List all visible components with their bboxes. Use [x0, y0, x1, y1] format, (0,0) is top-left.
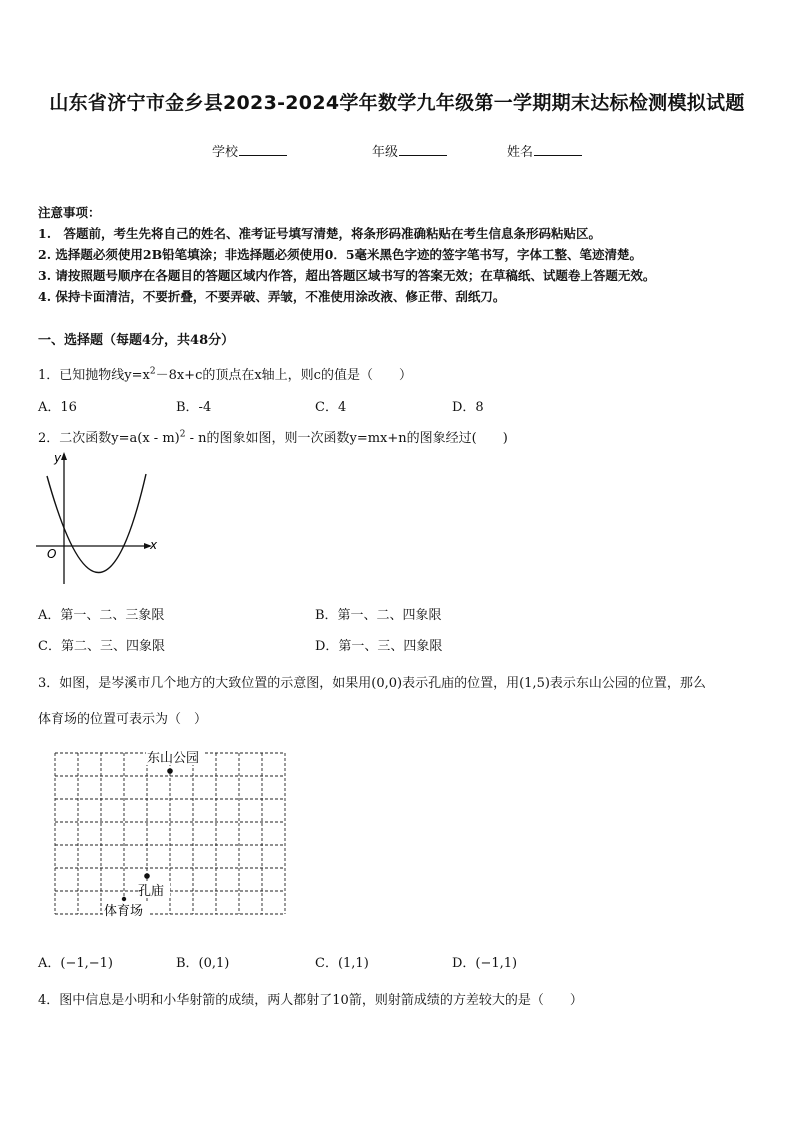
q1-option-a: A．16 — [38, 400, 77, 415]
map-grid — [50, 745, 290, 925]
question-4: 4．图中信息是小明和小华射箭的成绩，两人都射了10箭，则射箭成绩的方差较大的是（ ） — [38, 993, 583, 1008]
note-item: 1. 答题前，考生先将自己的姓名、准考证号填写清楚，将条形码准确粘贴在考生信息条形码粘贴区。 — [38, 226, 602, 241]
temple-point — [144, 873, 150, 879]
q2-sup: 2 — [179, 429, 186, 440]
q1-option-d: D．8 — [452, 400, 484, 415]
grade-field — [372, 141, 447, 160]
q2-option-a: A．第一、二、三象限 — [38, 608, 165, 623]
q3-option-a: A．(−1,−1) — [38, 956, 113, 971]
q2-option-d: D．第一、三、四象限 — [315, 639, 443, 654]
stadium-label: 体育场 — [104, 904, 144, 919]
q2-option-b: B．第一、二、四象限 — [315, 608, 442, 623]
q2-option-c: C．第二、三、四象限 — [38, 639, 165, 654]
name-blank — [534, 142, 582, 156]
q3-option-b: B．(0,1) — [176, 956, 230, 971]
q3-option-c: C．(1,1) — [315, 956, 369, 971]
q3-option-d: D．(−1,1) — [452, 956, 518, 971]
q1-option-c: C．4 — [315, 400, 347, 415]
stadium-point — [122, 897, 126, 901]
page-title: 山东省济宁市金乡县2023-2024学年数学九年级第一学期期末达标检测模拟试题 — [49, 92, 745, 114]
school-label: 学校 — [212, 145, 239, 160]
q2-text-post: - n的图象如图，则一次函数y=mx+n的图象经过( ) — [185, 431, 508, 446]
q2-text-pre: 2．二次函数y=a(x - m) — [38, 431, 180, 446]
notes-heading: 注意事项： — [38, 205, 101, 220]
question-2 — [38, 427, 508, 446]
name-label: 姓名 — [507, 145, 534, 160]
q1-text-post: －8x+c的顶点在x轴上，则c的值是（ ） — [155, 368, 412, 383]
parabola-graph — [34, 450, 164, 590]
note-item: 4. 保持卡面清洁，不要折叠，不要弄破、弄皱，不准使用涂改液、修正带、刮纸刀。 — [38, 289, 506, 304]
grade-blank — [399, 142, 447, 156]
y-axis-arrow — [61, 452, 67, 460]
q1-text-pre: 1．已知抛物线y=x — [38, 368, 150, 383]
origin-label: O — [47, 547, 57, 561]
parabola-curve — [47, 474, 146, 573]
temple-label: 孔庙 — [138, 884, 165, 899]
note-item: 2. 选择题必须使用2B铅笔填涂；非选择题必须使用0．5毫米黑色字迹的签字笔书写，字体工整、笔迹清楚。 — [38, 247, 643, 262]
note-item: 3. 请按照题号顺序在各题目的答题区域内作答，超出答题区域书写的答案无效；在草稿纸、试题卷上答题无效。 — [38, 268, 656, 283]
park-point — [167, 768, 173, 774]
grade-label: 年级 — [372, 145, 399, 160]
park-label: 东山公园 — [147, 751, 200, 766]
question-3-line1: 3．如图，是岑溪市几个地方的大致位置的示意图，如果用(0,0)表示孔庙的位置，用(1,5)表示东山公园的位置，那么 — [38, 676, 706, 691]
name-field — [507, 141, 582, 160]
question-1 — [38, 364, 412, 383]
section-heading: 一、选择题（每题4分，共48分） — [38, 333, 235, 348]
x-axis-label: x — [150, 538, 158, 552]
q1-sup: 2 — [149, 366, 156, 377]
school-field — [212, 141, 287, 160]
school-blank — [239, 142, 287, 156]
y-axis-label: y — [54, 451, 62, 465]
q1-option-b: B．-4 — [176, 400, 212, 415]
question-3-line2: 体育场的位置可表示为（ ） — [38, 712, 208, 727]
